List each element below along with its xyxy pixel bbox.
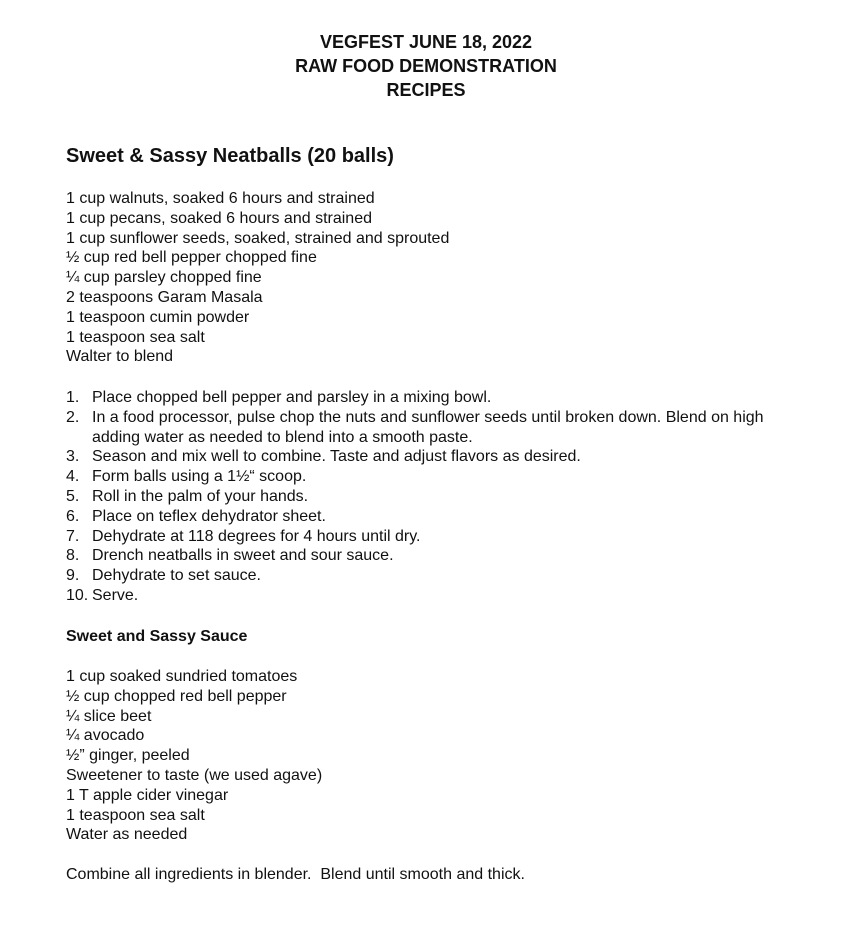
neatball-ingredient-list: [66, 189, 449, 367]
header-recipes-line: RECIPES: [386, 80, 466, 100]
step-item: [66, 388, 786, 408]
step-number: 3.: [66, 448, 80, 466]
step-item: [66, 586, 786, 606]
ingredient-line: 1 cup pecans, soaked 6 hours and strained: [66, 209, 372, 227]
step-text: Roll in the palm of your hands.: [92, 487, 309, 505]
step-number: 6.: [66, 507, 80, 525]
ingredient-line: 1 teaspoon sea salt: [66, 806, 205, 824]
step-item: [66, 546, 786, 566]
ingredient-line: ½ cup chopped red bell pepper: [66, 687, 287, 705]
ingredient-line: 1 cup soaked sundried tomatoes: [66, 668, 298, 685]
step-text: Form balls using a 1½“ scoop.: [92, 468, 307, 486]
ingredient-line: 1 teaspoon cumin powder: [66, 308, 250, 326]
ingredient-line: Walter to blend: [66, 348, 174, 366]
step-text: Drench neatballs in sweet and sour sauce.: [92, 547, 394, 565]
ingredient-line: 1 teaspoon sea salt: [66, 328, 205, 346]
sauce-ingredient-list: [66, 667, 322, 845]
ingredient-line: 2 teaspoons Garam Masala: [66, 288, 263, 306]
step-number: 7.: [66, 527, 80, 545]
recipe-title: Sweet & Sassy Neatballs (20 balls): [66, 145, 394, 167]
neatball-steps-list: [66, 388, 786, 606]
ingredient-line: ¼ cup parsley chopped fine: [66, 269, 262, 287]
step-item: [66, 507, 786, 527]
header-demo-line: RAW FOOD DEMONSTRATION: [295, 56, 557, 76]
step-text: Place chopped bell pepper and parsley in a mixing bowl.: [92, 389, 492, 406]
ingredient-line: ½ cup red bell pepper chopped fine: [66, 249, 317, 267]
step-text: In a food processor, pulse chop the nuts and sunflower seeds until broken down. Blend on high adding water as needed to blend into a smooth paste.: [92, 408, 764, 446]
step-number: 10.: [66, 586, 89, 604]
step-item: [66, 566, 786, 586]
ingredient-line: ¼ slice beet: [66, 707, 152, 725]
step-number: 2.: [66, 408, 80, 426]
step-text: Dehydrate to set sauce.: [92, 567, 261, 585]
step-number: 9.: [66, 567, 80, 585]
step-number: 1.: [66, 389, 80, 406]
step-number: 4.: [66, 468, 80, 486]
ingredient-line: 1 cup sunflower seeds, soaked, strained and sprouted: [66, 229, 450, 247]
sauce-instructions: Combine all ingredients in blender. Blend until smooth and thick.: [66, 866, 525, 883]
sauce-title: Sweet and Sassy Sauce: [66, 628, 248, 645]
header-event-line: VEGFEST JUNE 18, 2022: [319, 32, 533, 52]
ingredient-line: 1 cup walnuts, soaked 6 hours and strained: [66, 190, 375, 207]
ingredient-line: ½” ginger, peeled: [66, 747, 190, 765]
step-text: Dehydrate at 118 degrees for 4 hours until dry.: [92, 527, 421, 545]
ingredient-line: ¼ avocado: [66, 727, 145, 745]
step-number: 8.: [66, 547, 80, 565]
step-text: Serve.: [92, 586, 139, 604]
ingredient-line: 1 T apple cider vinegar: [66, 786, 229, 804]
document-header: [0, 30, 852, 102]
step-item: [66, 467, 786, 487]
step-item: [66, 408, 786, 448]
step-item: [66, 487, 786, 507]
ingredient-line: Sweetener to taste (we used agave): [66, 766, 323, 784]
ingredient-line: Water as needed: [66, 826, 188, 844]
step-text: Place on teflex dehydrator sheet.: [92, 507, 326, 525]
step-number: 5.: [66, 487, 80, 505]
step-item: [66, 447, 786, 467]
step-text: Season and mix well to combine. Taste and adjust flavors as desired.: [92, 448, 581, 466]
step-item: [66, 527, 786, 547]
